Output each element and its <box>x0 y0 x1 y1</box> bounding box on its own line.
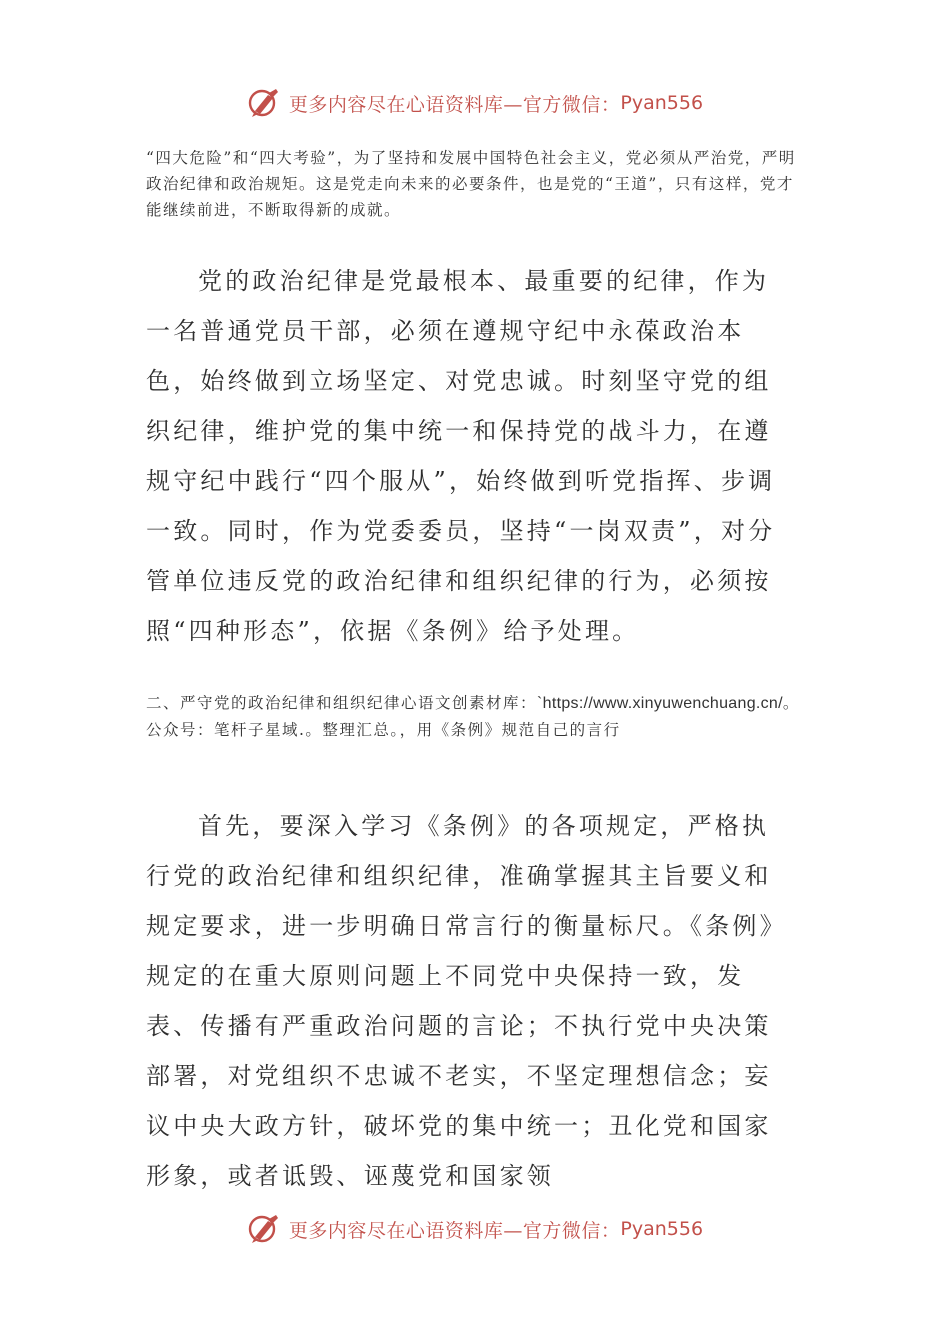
section-heading-prefix: 二、严守党的政治纪律和组织纪律心语文创素材库： <box>146 694 538 712</box>
paragraph-study-regulations: 首先，要深入学习《条例》的各项规定，严格执行党的政治纪律和组织纪律，准确掌握其主旨要义和规定要求，进一步明确日常言行的衡量标尺。《条例》规定的在重大原则问题上不同党中央保持一致，发表、传播有严重政治问题的言论；不执行党中央决策部署，对党组织不忠诚不老实，不坚定理想信念；妄议中央大政方针，破坏党的集中统一；丑化党和国家形象，或者诋毁、诬蔑党和国家领 <box>146 812 787 1190</box>
source-url-link[interactable]: `https://www.xinyuwenchuang.cn/ <box>537 695 783 712</box>
section-heading-suffix: 。公众号：笔杆子星域.。整理汇总。，用《条例》规范自己的言行 <box>146 694 800 739</box>
paragraph-political-discipline: 党的政治纪律是党最根本、最重要的纪律，作为一名普通党员干部，必须在遵规守纪中永葆政治本色，始终做到立场坚定、对党忠诚。时刻坚守党的组织纪律，维护党的集中统一和保持党的战斗力，在遵规守纪中践行“四个服从”，始终做到听党指挥、步调一致。同时，作为党委委员，坚持“一岗双责”，对分管单位违反党的政治纪律和组织纪律的行为，必须按照“四种形态”，依据《条例》给予处理。 <box>146 267 776 645</box>
banner-text: 更多内容尽在心语资料库—官方微信： <box>288 1219 621 1242</box>
paragraph-intro: “四大危险”和“四大考验”，为了坚持和发展中国特色社会主义，党必须从严治党，严明政治纪律和政治规矩。这是党走向未来的必要条件，也是党的“王道”，只有这样，党才能继续前进，不断取得新的成就。 <box>146 149 796 219</box>
banner-wechat-id: Pyan556 <box>620 92 704 114</box>
banner-wechat-id: Pyan556 <box>620 1218 704 1240</box>
pen-nib-circle-icon <box>247 86 283 120</box>
section-heading-2 <box>146 690 801 743</box>
banner-text: 更多内容尽在心语资料库—官方微信： <box>288 93 621 116</box>
pen-nib-circle-icon <box>247 1212 283 1246</box>
footer-banner <box>0 1212 950 1246</box>
header-banner <box>0 86 950 120</box>
